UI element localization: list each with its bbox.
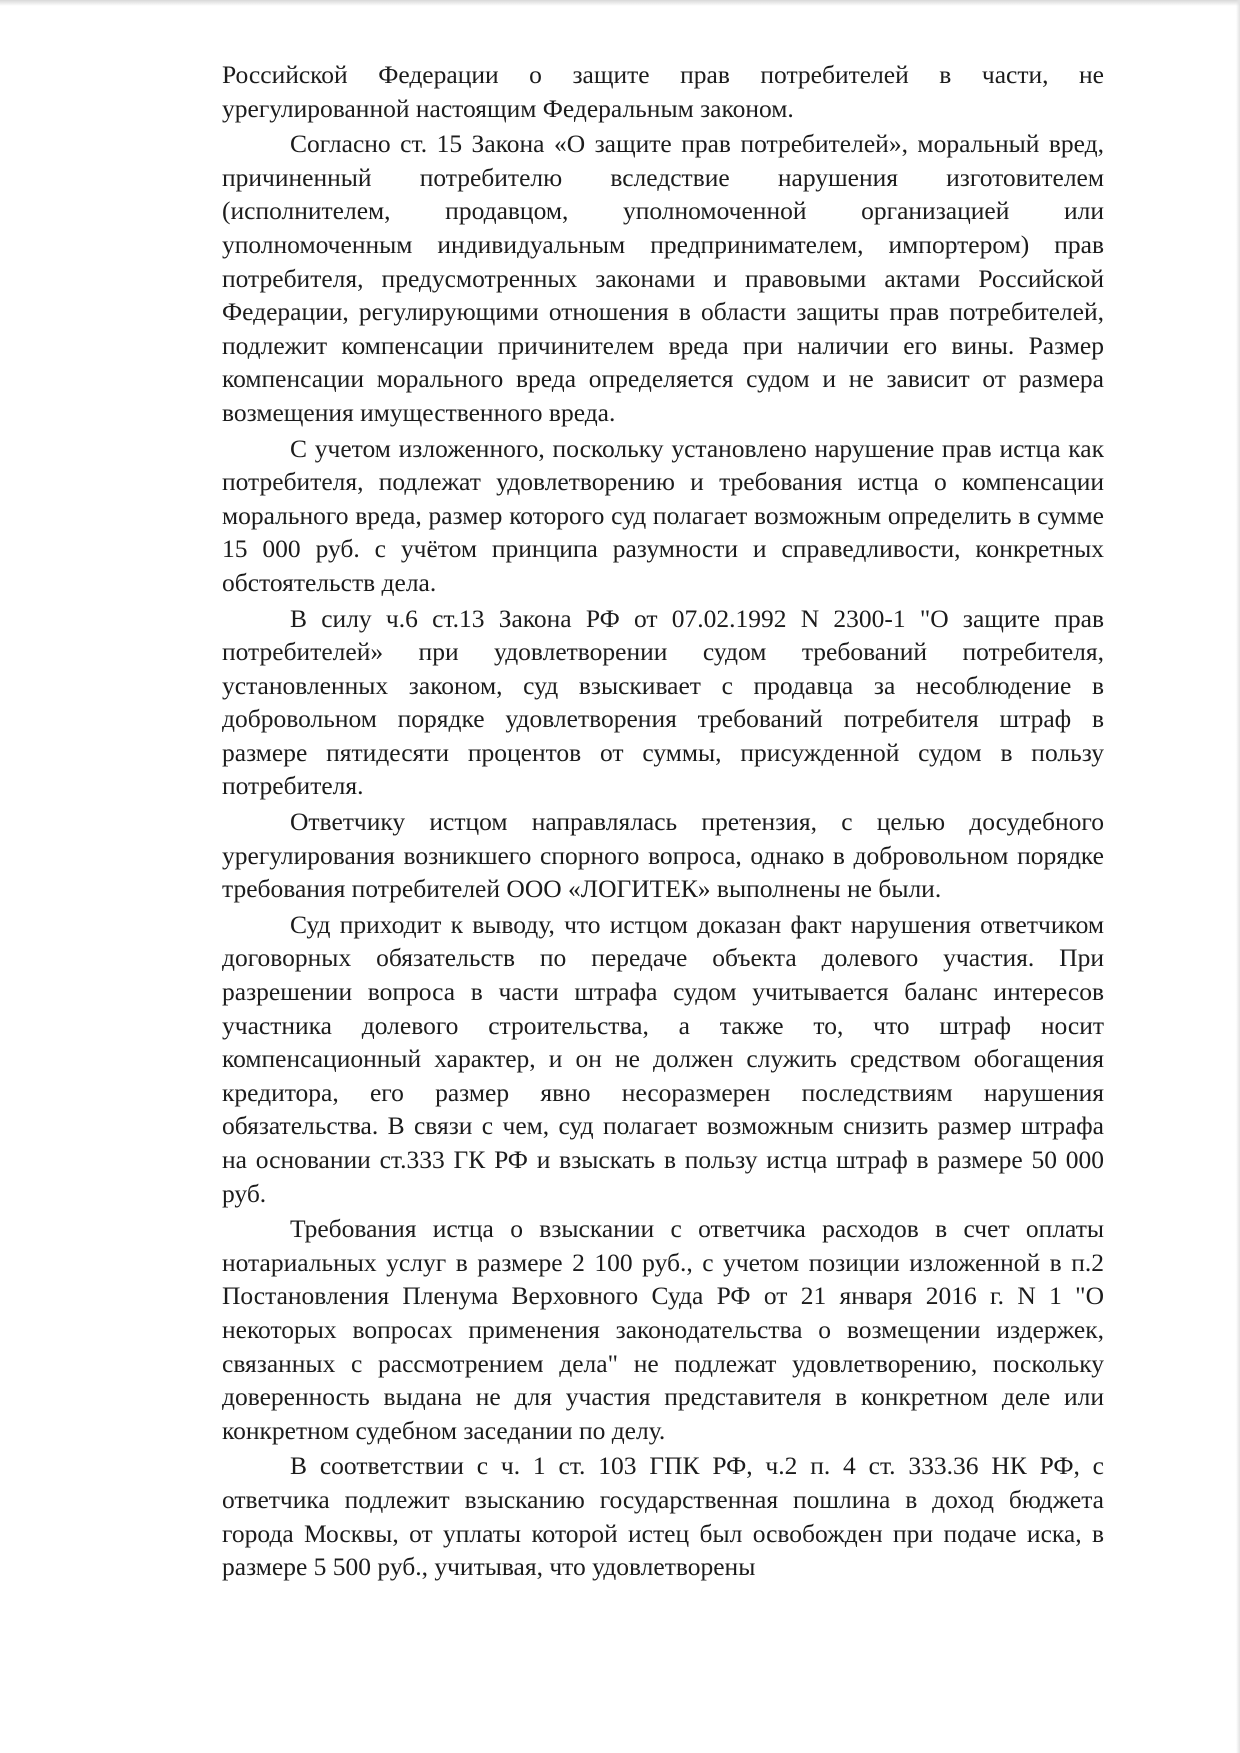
scan-edge-top [0, 0, 1240, 6]
paragraph-moral-damage-award: С учетом изложенного, поскольку установлено нарушение прав истца как потребителя, подлежат удовлетворению и требования истца о компенсации морального вреда, размер которого суд полагает возможным определить в сумме 15 000 руб. с учётом принципа разумности и справедливости, конкретных обстоятельств дела. [222, 433, 1104, 597]
paragraph-fine-law: В силу ч.6 ст.13 Закона РФ от 07.02.1992 N 2300-1 "О защите прав потребителей» при удовлетворении судом требований потребителя, установленных законом, суд взыскивает с продавца за несоблюдение в добровольном порядке удовлетворения требований потребителя штраф в размере пятидесяти процентов от суммы, присужденной судом в пользу потребителя. [222, 603, 1104, 801]
document-page [222, 58, 1104, 1584]
paragraph-moral-damage-law: Согласно ст. 15 Закона «О защите прав потребителей», моральный вред, причиненный потребителю вследствие нарушения изготовителем (исполнителем, продавцом, уполномоченной организацией или уполномоченным индивидуальным предпринимателем, импортером) прав потребителя, предусмотренных законами и правовыми актами Российской Федерации, регулирующими отношения в области защиты прав потребителей, подлежит компенсации причинителем вреда при наличии его вины. Размер компенсации морального вреда определяется судом и не зависит от размера возмещения имущественного вреда. [222, 129, 1104, 427]
paragraph-state-duty: В соответствии с ч. 1 ст. 103 ГПК РФ, ч.2 п. 4 ст. 333.36 НК РФ, с ответчика подлежит взысканию государственная пошлина в доход бюджета города Москвы, от уплаты которой истец был освобожден при подаче иска, в размере 5 500 руб., учитывая, что удовлетворены [222, 1451, 1104, 1582]
scan-edge-right [1236, 0, 1240, 1753]
paragraph-claim: Ответчику истцом направлялась претензия, с целью досудебного урегулирования возникшего спорного вопроса, однако в добровольном порядке требования потребителей ООО «ЛОГИТЕК» выполнены не были. [222, 807, 1104, 904]
paragraph-fine-reduction: Суд приходит к выводу, что истцом доказан факт нарушения ответчиком договорных обязательств по передаче объекта долевого участия. При разрешении вопроса в части штрафа судом учитывается баланс интересов участника долевого строительства, а также то, что штраф носит компенсационный характер, и он не должен служить средством обогащения кредитора, его размер явно несоразмерен последствиям нарушения обязательства. В связи с чем, суд полагает возможным снизить размер штрафа на основании ст.333 ГК РФ и взыскать в пользу истца штраф в размере 50 000 руб. [222, 909, 1104, 1208]
paragraph-notary-costs: Требования истца о взыскании с ответчика расходов в счет оплаты нотариальных услуг в размере 2 100 руб., с учетом позиции изложенной в п.2 Постановления Пленума Верховного Суда РФ от 21 января 2016 г. N 1 "О некоторых вопросах применения законодательства о возмещении издержек, связанных с рассмотрением дела" не подлежат удовлетворению, поскольку доверенность выдана не для участия представителя в конкретном деле или конкретном судебном заседании по делу. [222, 1214, 1104, 1445]
paragraph-continuation: Российской Федерации о защите прав потребителей в части, не урегулированной настоящим Федеральным законом. [222, 60, 1104, 123]
